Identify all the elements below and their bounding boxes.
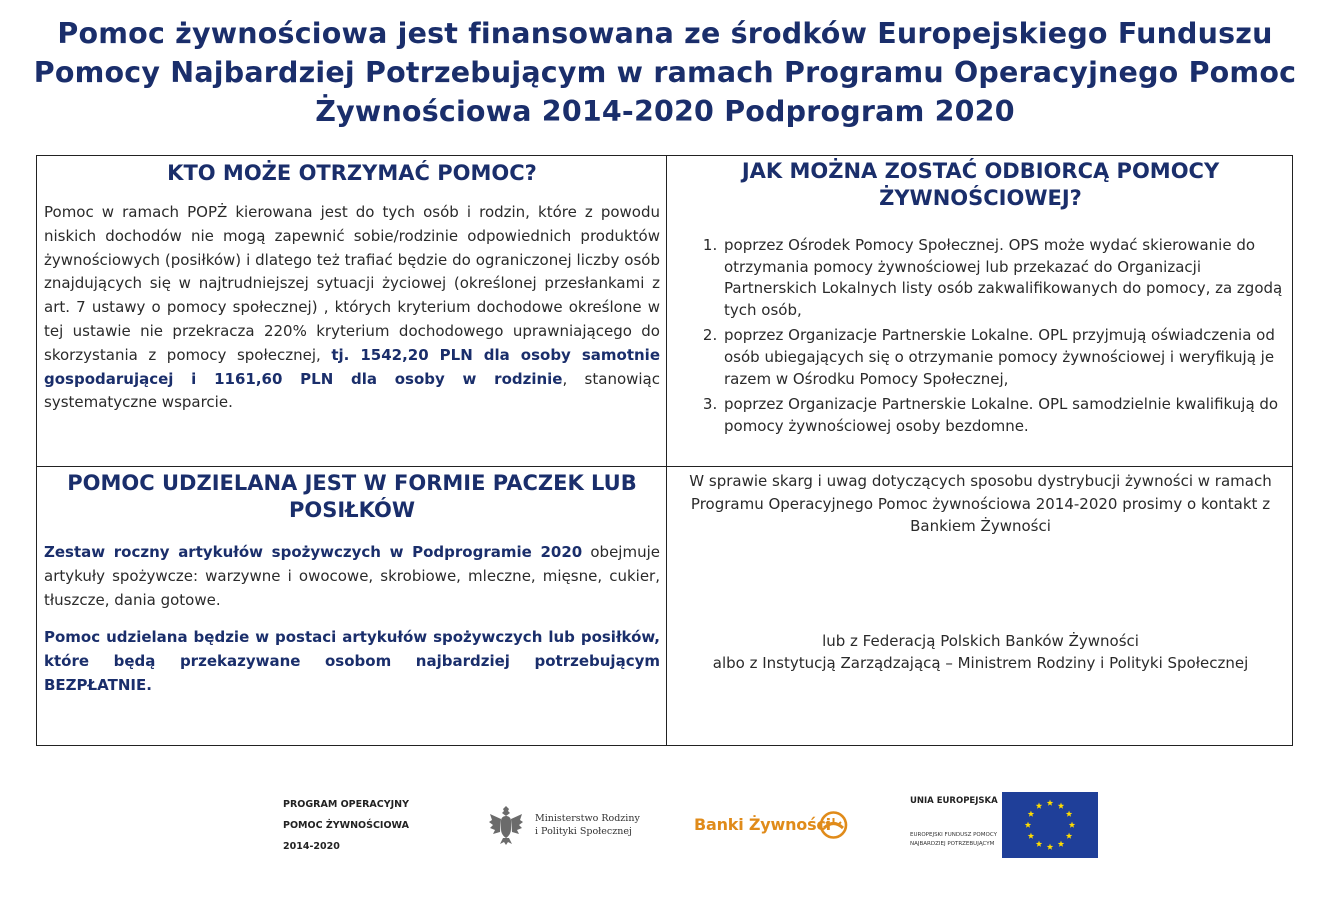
eu-fund-line-1: EUROPEJSKI FUNDUSZ POMOCY: [910, 832, 997, 838]
info-table: [36, 155, 1293, 746]
how-step-1: 1. poprzez Ośrodek Pomocy Społecznej. OPS może wydać skierowanie do otrzymania pomocy żywnościowej lub przekazać do Organizacji Partnerskich Lokalnych listy osób zakwalifikowanych do pomocy, za zgodą tych osób,: [722, 235, 1284, 321]
program-line-2: POMOC ŻYWNOŚCIOWA: [283, 820, 409, 831]
banki-zywnosci-logo: [694, 815, 831, 834]
banki-zywnosci-logo-icon: [818, 811, 849, 839]
who-income-criteria: tj. 1542,20 PLN dla osoby samotnie gospodarującej i 1161,60 PLN dla osoby w rodzinie: [44, 345, 660, 388]
who-text-main: Pomoc w ramach POPŻ kierowana jest do tych osób i rodzin, które z powodu niskich dochodów nie mogą zapewnić sobie/rodzinie odpowiednich produktów żywnościowych (posiłków) i dlatego też trafiać będzie do ograniczonej liczby osób znajdujących się w najtrudniejszej sytuacji życiowej (określonej przesłankami z art. 7 ustawy o pomocy społecznej) , których kryterium dochodowe określone w tej ustawie nie przekracza 220% kryterium dochodowego uprawniającego do skorzystania z pomocy społecznej,: [44, 203, 660, 364]
who-heading: KTO MOŻE OTRZYMAĆ POMOC?: [167, 161, 537, 185]
contact-section: [667, 467, 1294, 747]
title-line-3: Żywnościowa 2014-2020 Podprogram 2020: [315, 95, 1015, 128]
ministry-name: [535, 812, 640, 838]
form-package-items: obejmuje artykuły spożywcze: warzywne i owocowe, skrobiowe, mleczne, mięsne, cukier, tłuszcze, dania gotowe.: [44, 543, 660, 609]
form-package-lead: Zestaw roczny artykułów spożywczych w Podprogramie 2020: [44, 543, 583, 561]
program-logo-text: [283, 794, 409, 857]
program-line-1: PROGRAM OPERACYJNY: [283, 799, 409, 810]
footer-logos: [0, 770, 1330, 890]
how-step-3: 3. poprzez Organizacje Partnerskie Lokalne. OPL samodzielnie kwalifikują do pomocy żywnościowej osoby bezdomne.: [722, 394, 1284, 437]
eu-flag-icon: [1002, 792, 1098, 858]
eu-fund-name: [910, 831, 997, 849]
page-title: [10, 14, 1320, 131]
who-text: [44, 201, 660, 415]
how-steps-list: [677, 235, 1284, 437]
title-line-1: Pomoc żywnościowa jest finansowana ze środków Europejskiego Funduszu: [57, 17, 1273, 50]
complaint-text: W sprawie skarg i uwag dotyczących sposobu dystrybucji żywności w ramach Programu Operacyjnego Pomoc żywnościowa 2014-2020 prosimy o kontakt z Bankiem Żywności: [689, 472, 1272, 535]
federation-line-2: albo z Instytucją Zarządzającą – Ministrem Rodziny i Polityki Społecznej: [712, 654, 1249, 672]
banki-label: Banki Żywności: [694, 815, 831, 834]
ministry-line-1: Ministerstwo Rodziny: [535, 813, 640, 824]
who-text-end: , stanowiąc systematyczne wsparcie.: [44, 369, 660, 412]
aid-form-section: [37, 467, 666, 747]
form-heading: POMOC UDZIELANA JEST W FORMIE PACZEK LUB POSIŁKÓW: [67, 471, 637, 522]
title-line-2: Pomocy Najbardziej Potrzebującym w ramach Programu Operacyjnego Pomoc: [33, 56, 1297, 89]
form-package-text: [44, 541, 660, 612]
federation-text: [677, 630, 1284, 675]
program-line-3: 2014-2020: [283, 841, 340, 852]
form-free-aid-text: Pomoc udzielana będzie w postaci artykułów spożywczych lub posiłków, które będą przekazywane osobom najbardziej potrzebującym BEZPŁATNIE.: [44, 628, 660, 694]
federation-line-1: lub z Federacją Polskich Banków Żywności: [822, 631, 1139, 650]
how-heading: JAK MOŻNA ZOSTAĆ ODBIORCĄ POMOCY ŻYWNOŚCIOWEJ?: [741, 159, 1220, 210]
eu-fund-line-2: NAJBARDZIEJ POTRZEBUJĄCYM: [910, 841, 995, 847]
how-to-become-recipient-section: [667, 156, 1294, 466]
who-can-receive-section: [37, 156, 666, 466]
how-step-2: 2. poprzez Organizacje Partnerskie Lokalne. OPL przyjmują oświadczenia od osób ubiegających się o otrzymanie pomocy żywnościowej i weryfikują je razem w Ośrodku Pomocy Społecznej,: [722, 325, 1284, 390]
eu-label: UNIA EUROPEJSKA: [910, 796, 998, 806]
ministry-line-2: i Polityki Społecznej: [535, 826, 632, 837]
polish-eagle-icon: [488, 804, 524, 846]
